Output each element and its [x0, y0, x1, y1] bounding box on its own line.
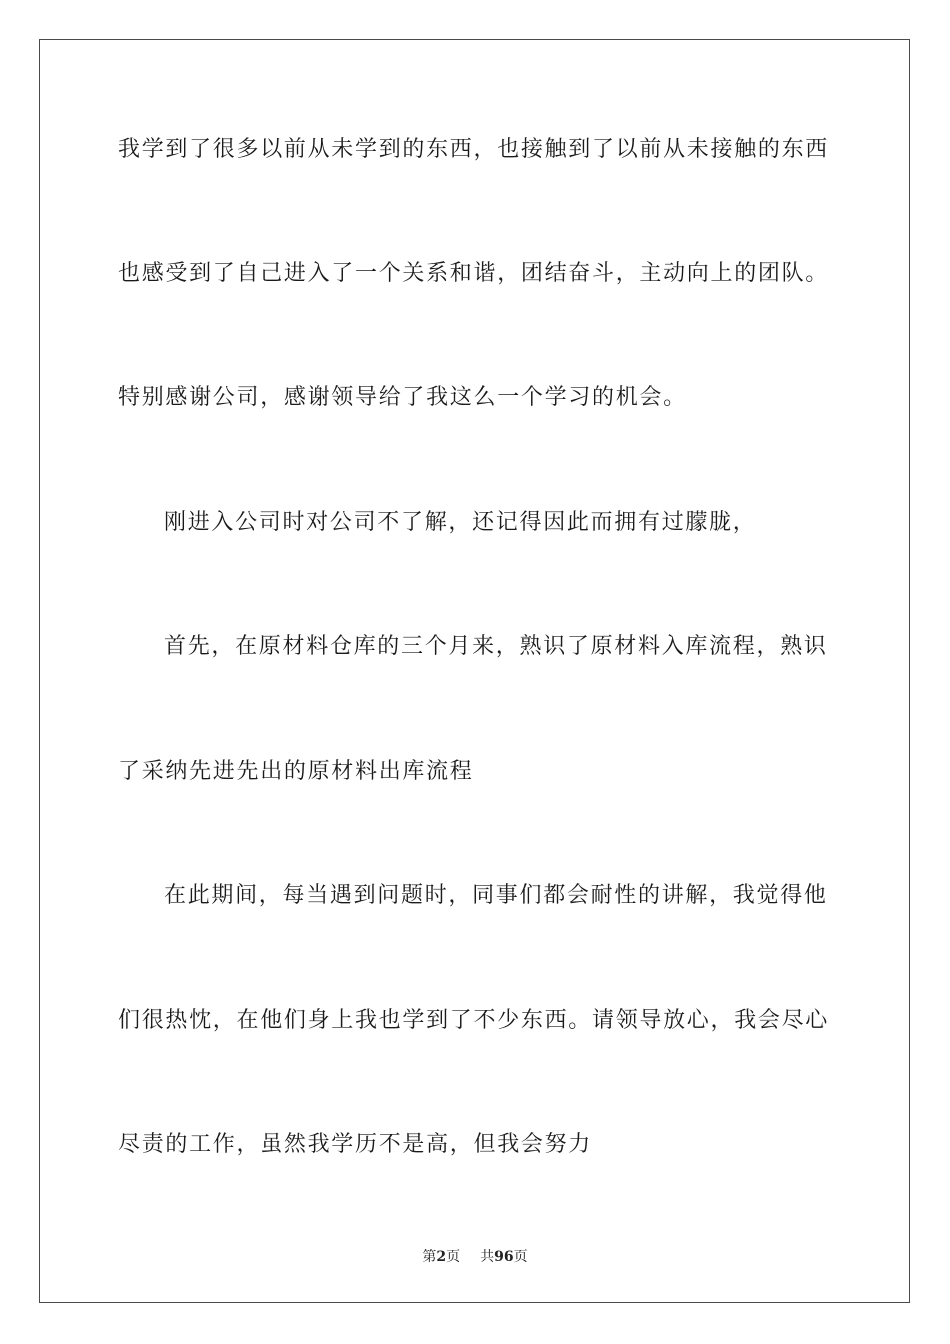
body-line-7: 在此期间，每当遇到问题时，同事们都会耐性的讲解，我觉得他	[164, 883, 828, 908]
page-footer	[0, 1248, 950, 1266]
total-prefix: 共	[480, 1249, 495, 1265]
page-suffix: 页	[446, 1249, 461, 1265]
total-pages: 96	[494, 1249, 514, 1265]
body-line-3: 特别感谢公司，感谢领导给了我这么一个学习的机会。	[118, 385, 687, 410]
body-line-5: 首先，在原材料仓库的三个月来，熟识了原材料入库流程，熟识	[164, 634, 828, 659]
body-line-9: 尽责的工作，虽然我学历不是高，但我会努力	[118, 1132, 593, 1157]
page-number: 2	[436, 1249, 447, 1265]
body-line-6: 了采纳先进先出的原材料出库流程	[118, 759, 474, 784]
body-line-1: 我学到了很多以前从未学到的东西，也接触到了以前从未接触的东西	[118, 137, 830, 162]
total-suffix: 页	[513, 1249, 528, 1265]
body-line-4: 刚进入公司时对公司不了解，还记得因此而拥有过朦胧，	[164, 510, 757, 535]
page-border	[39, 39, 910, 1303]
page-prefix: 第	[422, 1249, 437, 1265]
body-line-8: 们很热忱，在他们身上我也学到了不少东西。请领导放心，我会尽心	[118, 1008, 830, 1033]
body-line-2: 也感受到了自己进入了一个关系和谐，团结奋斗，主动向上的团队。	[118, 261, 830, 286]
